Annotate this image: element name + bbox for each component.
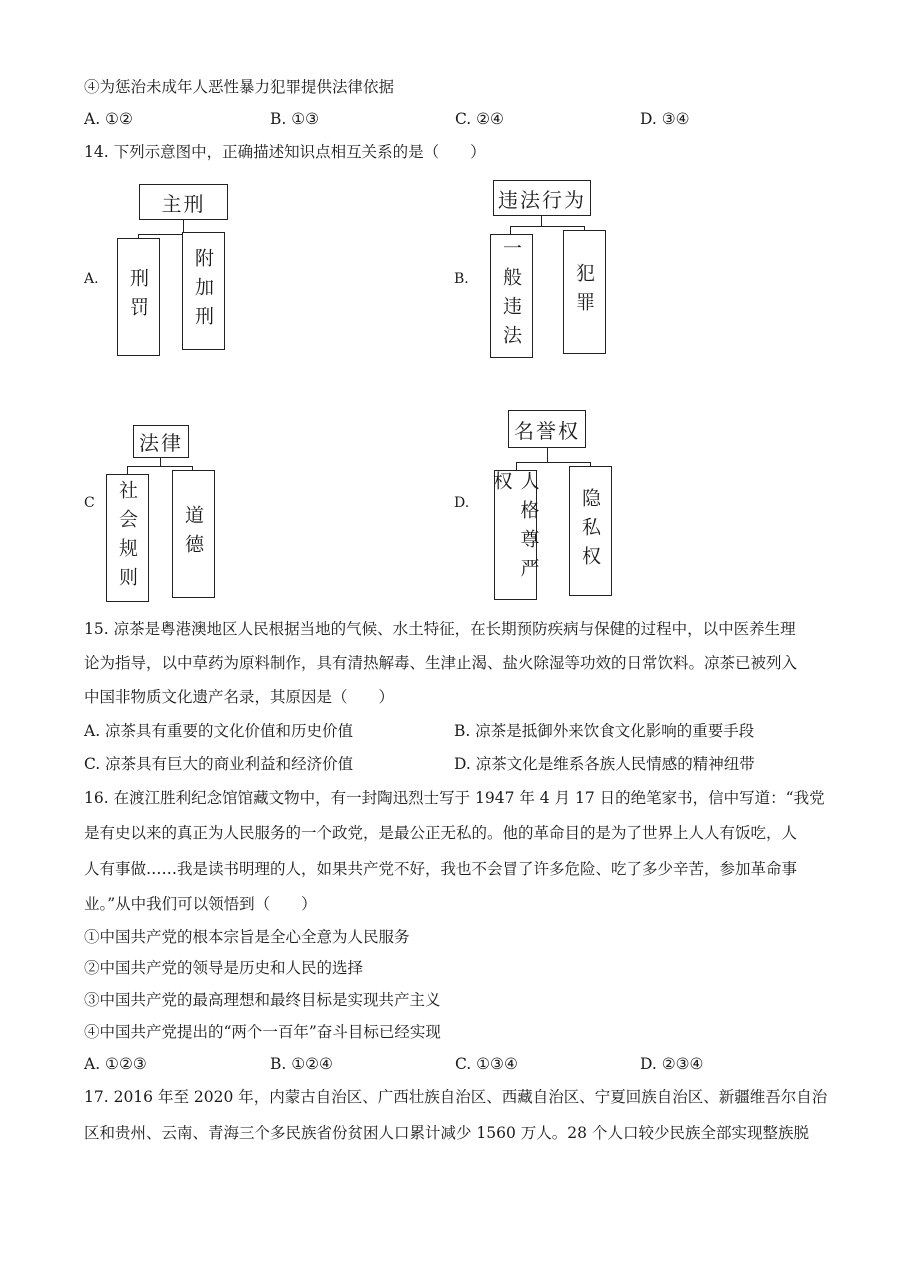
q15-stem-line-1: 15. 凉茶是粤港澳地区人民根据当地的气候、水土特征，在长期预防疾病与保健的过程中，以中医养生理 [84, 620, 796, 638]
diagram-d-left-drop [516, 462, 517, 470]
q13-option-c[interactable]: C. ②④ [455, 110, 504, 128]
q15-stem-line-3: 中国非物质文化遗产名录，其原因是（ ） [84, 688, 395, 706]
diagram-c-branch-line [127, 466, 193, 467]
q14-diagram-d-label: D. [454, 495, 470, 511]
diagram-b-top-box: 违法行为 [493, 180, 591, 216]
q14-diagram-c-label: C [84, 495, 95, 511]
q16-stem-line-4: 业。”从中我们可以领悟到（ ） [84, 895, 317, 913]
q15-option-c[interactable]: C. 凉茶具有巨大的商业利益和经济价值 [84, 755, 354, 773]
q16-item-4: ④中国共产党提出的“两个一百年”奋斗目标已经实现 [84, 1023, 441, 1041]
diagram-b-stem-line [541, 216, 542, 226]
q14-stem: 14. 下列示意图中，正确描述知识点相互关系的是（ ） [84, 143, 486, 161]
q17-stem-line-1: 17. 2016 年至 2020 年，内蒙古自治区、广西壮族自治区、西藏自治区、宁夏回族自治区、新疆维吾尔自治 [84, 1088, 828, 1106]
q13-item-4: ④为惩治未成年人恶性暴力犯罪提供法律依据 [84, 78, 395, 96]
q15-option-d[interactable]: D. 凉茶文化是维系各族人民情感的精神纽带 [454, 755, 755, 773]
diagram-b-left-box: 一般违法 [490, 234, 533, 358]
q15-option-a[interactable]: A. 凉茶具有重要的文化价值和历史价值 [84, 722, 354, 740]
diagram-c-left-drop [127, 466, 128, 474]
diagram-b-left-drop [510, 226, 511, 234]
diagram-d-left-box: 人格尊严权 [494, 470, 537, 600]
q16-option-a[interactable]: A. ①②③ [84, 1055, 147, 1073]
diagram-c-stem-line [160, 458, 161, 466]
diagram-c-left-box: 社会规则 [106, 474, 149, 602]
q16-option-b[interactable]: B. ①②④ [270, 1055, 333, 1073]
diagram-b-right-box: 犯罪 [563, 230, 606, 354]
diagram-d-top-box: 名誉权 [508, 410, 586, 448]
q16-stem-line-2: 是有史以来的真正为人民服务的一个政党，是最公正无私的。他的革命目的是为了世界上人人有饭吃，人 [84, 824, 798, 842]
diagram-d-right-box: 隐私权 [569, 466, 612, 596]
q16-option-c[interactable]: C. ①③④ [455, 1055, 518, 1073]
diagram-b-branch-line [510, 226, 585, 227]
q16-item-2: ②中国共产党的领导是历史和人民的选择 [84, 959, 364, 977]
diagram-d-stem-line [547, 448, 548, 462]
q13-option-b[interactable]: B. ①③ [270, 110, 320, 128]
q13-option-d[interactable]: D. ③④ [640, 110, 690, 128]
diagram-d-branch-line [516, 462, 591, 463]
diagram-c-right-box: 道德 [172, 470, 215, 598]
q16-stem-line-1: 16. 在渡江胜利纪念馆馆藏文物中，有一封陶迅烈士写于 1947 年 4 月 17 日的绝笔家书，信中写道：“我党 [84, 789, 825, 807]
diagram-a-left-box: 刑罚 [117, 238, 160, 356]
diagram-a-top-box: 主刑 [139, 184, 228, 220]
q15-option-b[interactable]: B. 凉茶是抵御外来饮食文化影响的重要手段 [454, 722, 755, 740]
q16-option-d[interactable]: D. ②③④ [640, 1055, 704, 1073]
q17-stem-line-2: 区和贵州、云南、青海三个多民族省份贫困人口累计减少 1560 万人。28 个人口较少民族全部实现整族脱 [84, 1124, 809, 1142]
q14-diagram-b-label: B. [454, 271, 469, 287]
q16-stem-line-3: 人有事做……我是读书明理的人，如果共产党不好，我也不会冒了许多危险、吃了多少辛苦，参加革命事 [84, 860, 798, 878]
q13-option-a[interactable]: A. ①② [84, 110, 133, 128]
q15-stem-line-2: 论为指导，以中草药为原料制作，具有清热解毒、生津止渴、盐火除湿等功效的日常饮料。凉茶已被列入 [84, 654, 798, 672]
diagram-a-right-box: 附加刑 [182, 232, 225, 350]
q16-item-1: ①中国共产党的根本宗旨是全心全意为人民服务 [84, 928, 410, 946]
q16-item-3: ③中国共产党的最高理想和最终目标是实现共产主义 [84, 991, 441, 1009]
q14-diagram-a-label: A. [84, 271, 99, 287]
diagram-c-top-box: 法律 [133, 425, 189, 458]
